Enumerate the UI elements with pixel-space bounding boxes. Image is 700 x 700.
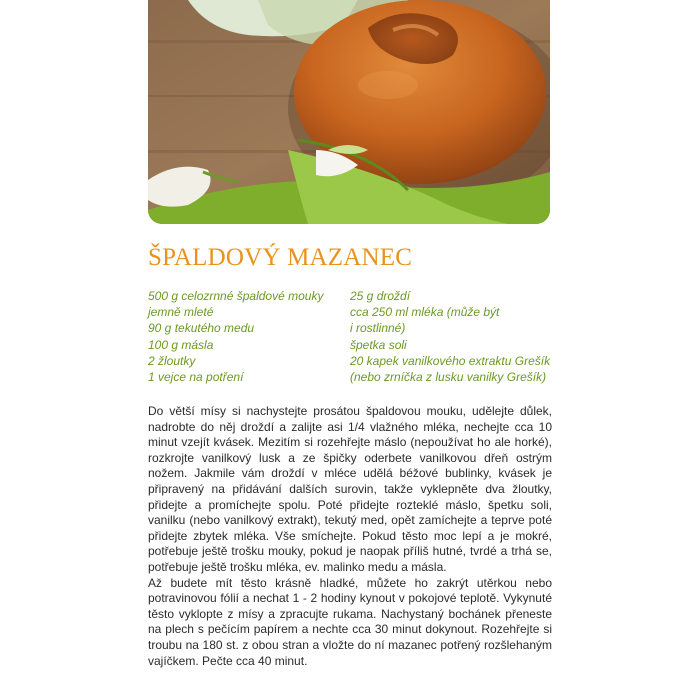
ingredient-item: jemně mleté: [148, 305, 214, 320]
ingredient-item: 90 g tekutého medu: [148, 321, 255, 336]
instructions-paragraph: Do větší mísy si nachystejte prosátou špaldovou mouku, udělejte důlek, nadrobte do něj droždí a zalijte asi 1/4 vlažného mléka, nechejte cca 10 minut vzejít kvásek. Mezitím si rozehřejte máslo (nepoužívat ho ale horké), rozkrojte vanilkový lusk a ze špičky oderbete vanilkovou dřeň ostrým nožem. Jakmile vám droždí v mléce udělá béžové bublinky, kvásek je připravený na přidávání dalších surovin, takže vyklepněte dva žloutky, přidejte a promíchejte spolu. Poté přidejte rozteklé máslo, špetku soli, vanilku (nebo vanilkový extrakt), tekutý med, opět zamíchejte a teprve poté přidejte zbytek mléka. Vše smíchejte. Pokud těsto moc lepí a je mokré, potřebuje ještě trošku mouky, pokud je naopak příliš hutné, tvrdé a trhá se, potřebuje ještě trošku mléka, ev. malinko medu a másla.: [148, 404, 552, 574]
bread-illustration: [148, 0, 550, 224]
recipe-title: ŠPALDOVÝ MAZANEC: [148, 244, 413, 271]
ingredient-item: 100 g másla: [148, 337, 214, 352]
ingredient-item: 2 žloutky: [148, 353, 196, 368]
ingredients-list-right: [350, 288, 555, 385]
recipe-instructions: [148, 404, 552, 669]
ingredient-item: 1 vejce na potření: [148, 370, 244, 385]
recipe-photo: [148, 0, 550, 224]
ingredient-item: špetka soli: [350, 337, 407, 352]
ingredient-item: 20 kapek vanilkového extraktu Grešík: [350, 353, 551, 368]
instructions-paragraph: Až budete mít těsto krásně hladké, můžete ho zakrýt utěrkou nebo potravinovou fólií a nechat 1 - 2 hodiny kynout v pokojové teplotě. Vykynuté těsto vyklopte z mísy a zpracujte rukama. Nachystaný bochánek přeneste na plech s pečícím papírem a nechte cca 30 minut dokynout. Rozehřejte si troubu na 180 st. z obou stran a vložte do ní mazanec potřený rozšlehaným vajíčkem. Pečte cca 40 minut.: [148, 575, 552, 668]
ingredient-item: i rostlinné): [350, 321, 406, 336]
ingredient-item: 25 g droždí: [350, 289, 411, 303]
ingredient-item: (nebo zrníčka z lusku vanilky Grešík): [350, 370, 547, 385]
ingredient-item: 500 g celozrnné špaldové mouky: [148, 289, 324, 303]
ingredient-item: cca 250 ml mléka (může být: [350, 305, 500, 320]
ingredients-list-left: [148, 288, 348, 385]
